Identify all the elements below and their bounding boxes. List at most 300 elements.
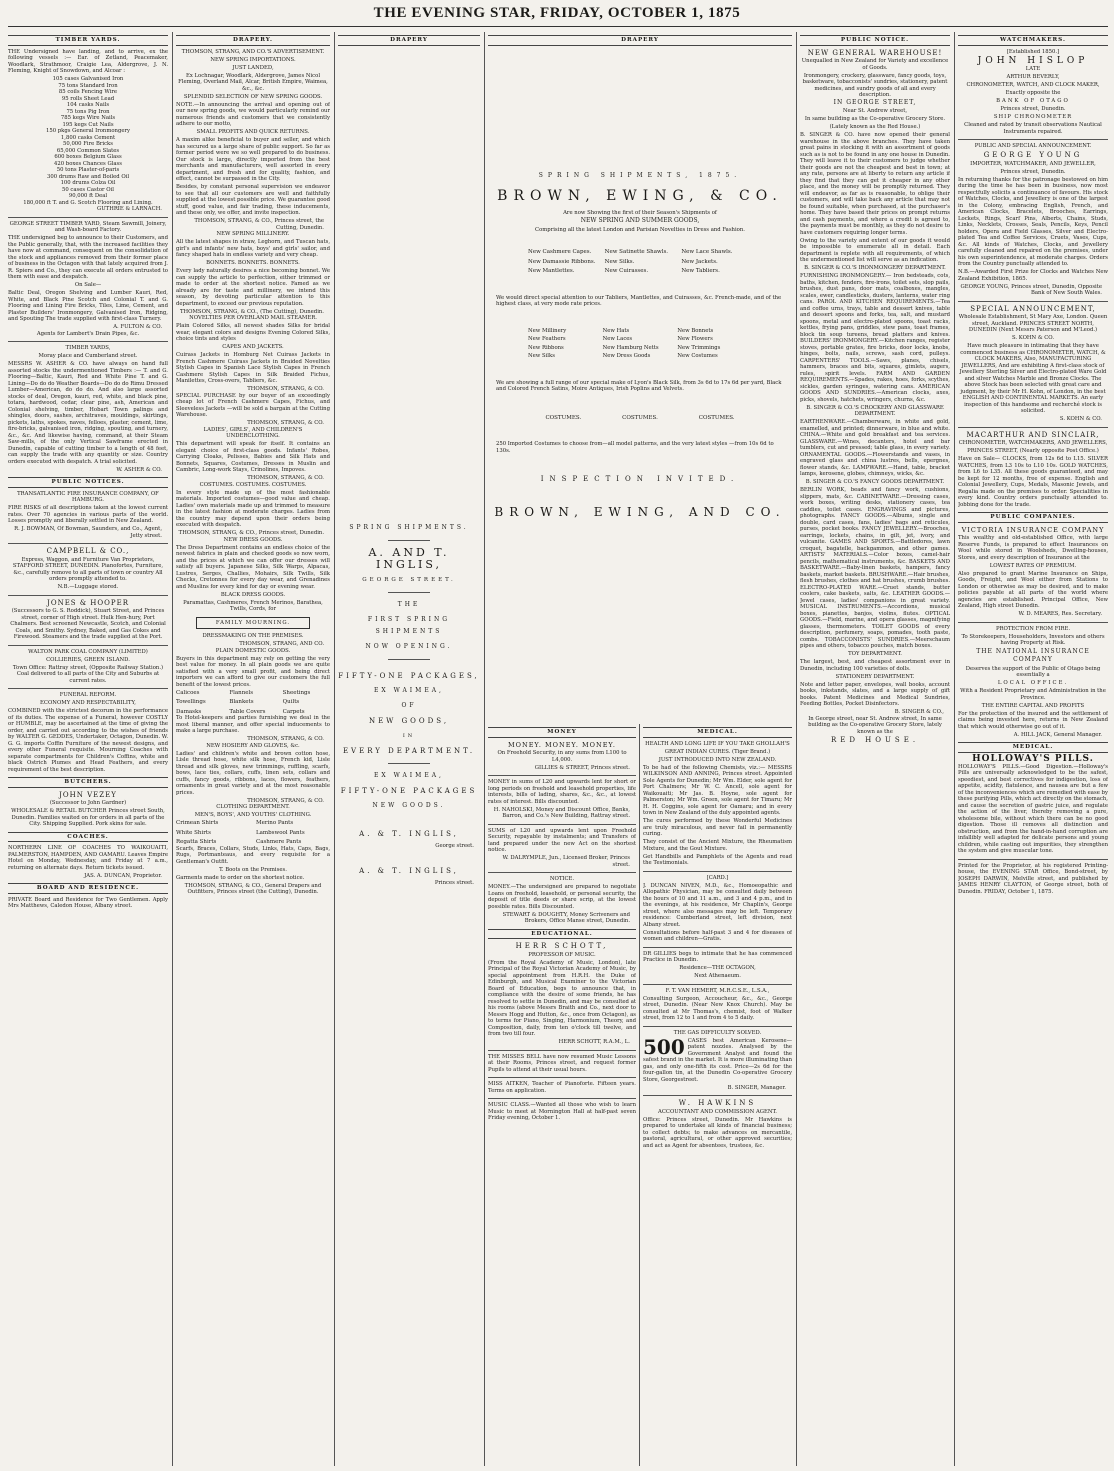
ad-text: MUSIC CLASS.—Wanted all those who wish to learn Music to meet at Mornington Hall at half-past seven Friday evening, October 1. xyxy=(488,1102,636,1121)
divider xyxy=(8,217,168,218)
ad-subheading: NEW SPRING IMPORTATIONS. xyxy=(210,56,296,63)
divider xyxy=(643,1026,792,1027)
ad-george-young xyxy=(958,143,1108,297)
ad-text: MESSRS W. ASHER & CO. have always on hand full assorted stocks the undermentioned Timbers :— T. and G. Flooring—Baltic, Kauri, Red and White Pine T. and G. Lining—Do do do Weather Boards—Do do do Rimu Dressed Lumber—American, do do do. And also large assorted stocks of deal, Oregon, kauri, red, white, and black pine, totara, hardwood, cedar, clear pine, ash, American and Colonial shelving, timber, Hobart Town palings and shingles, doors, sashes, architraves, mouldings, skirtings, pickets, laths, spokes, naves, felloes, plaster, cement, lime, fire-bricks, galvanised iron, ridging, spouting, and turnery, &c., &c. And likewise having, command, at their Steam Saw-mills, of the only Vertical Sawframe erected in Dunedin, capable of cutting timber to a length of 48 feet, can supply the trade with any quantity or size. Country orders executed with despatch. A trial solicited. xyxy=(8,361,168,465)
ad-hawkins xyxy=(643,1099,792,1149)
ad-holloway xyxy=(958,753,1108,855)
ad-subheading: NEW SPRING MILLINERY. xyxy=(216,231,290,237)
signature: George street. xyxy=(435,842,474,849)
ad-transatlantic xyxy=(8,491,168,540)
list-item: New Dress Goods xyxy=(602,353,651,359)
divider xyxy=(8,341,168,342)
divider xyxy=(958,139,1108,140)
stock-item: 85 coils Fencing Wire xyxy=(58,89,118,95)
ad-text: Plain Colored Silks, all newest shades Silks for bridal wear, elegant colors and designs Evening Colored Silks, choice tints and styles xyxy=(176,323,330,342)
ad-text: FIFTY-ONE PACKAGES, xyxy=(338,671,480,680)
ad-subheading: LADIES', GIRLS', AND CHILDREN'S UNDERCLOTHING. xyxy=(203,426,303,439)
stock-item: 90,000 ft Deal xyxy=(68,193,108,199)
list-item: Cashmere Pants xyxy=(256,839,302,845)
spacer xyxy=(488,360,792,380)
section-drapery: DRAPERY xyxy=(488,35,792,46)
divider xyxy=(8,543,168,544)
divider xyxy=(643,947,792,948)
ad-text: Owing to the variety and extent of our goods it would be impossible to enumerate all in detail. Each department is replete with all requirements, of which the undermentioned list will serve as an indication. xyxy=(800,237,950,263)
ad-subheading: JUST LANDED, xyxy=(232,64,274,71)
ad-text: IN xyxy=(402,732,416,739)
divider xyxy=(643,1095,792,1096)
divider xyxy=(388,592,430,593)
list-item: New Hamburg Netts xyxy=(602,344,659,351)
signature: STEWART & DOUGHTY, Money Scriveners and Brokers, Office Manse street, Dunedin. xyxy=(502,911,630,924)
ad-subheading: B. SINGER & CO.'S CROCKERY AND GLASSWARE DEPARTMENT. xyxy=(806,404,944,417)
list-item: New Costumes xyxy=(677,353,718,359)
signature: THOMSON, STRANG, & CO. xyxy=(247,386,324,392)
ad-text: Next Athenaeum. xyxy=(694,973,741,979)
ad-subheading: JUST INTRODUCED INTO NEW ZEALAND. xyxy=(658,756,777,763)
ad-misses-bell xyxy=(488,1054,636,1074)
ad-text: PRIVATE Board and Residence for Two Gentlemen. Apply Mrs Matthews, Caledon House, Albany street. xyxy=(8,896,168,909)
ad-heading: FUNERAL REFORM. xyxy=(59,692,117,698)
ad-subheading: IN GEORGE STREET, xyxy=(833,99,917,106)
on-sale-label: On Sale— xyxy=(74,282,102,288)
ad-text: This wealthy and old-established Office, with large Reserve Funds, is prepared to effect Insurances on Wool while stored in Woolsheds, Dwelling-houses, Stores, and every description of Insurance at the xyxy=(958,535,1108,561)
ad-subheading: SMALL PROFITS AND QUICK RETURNS. xyxy=(196,129,310,135)
signature: GUTHRIE & LARNACH. xyxy=(96,206,162,212)
column-public-notice xyxy=(800,32,950,1466)
stock-item: 75 tons Standard Iron xyxy=(58,82,118,89)
spacer xyxy=(488,393,792,415)
ad-heading: GREAT INDIAN CURES. (Tiger Brand.) xyxy=(664,748,771,755)
divider xyxy=(488,775,636,776)
ad-text: On Freehold Security, in any sums from L100 to L4,000. xyxy=(497,750,627,763)
ad-subheading: (Successor to John Gardner) xyxy=(49,800,127,806)
ad-heading: THOMSON, STRANG, & CO., General Drapers and Outfitters, Princes street (the Cutting), Dunedin. xyxy=(184,882,322,895)
spring-shipments: SPRING SHIPMENTS. xyxy=(349,523,469,531)
ad-text: LATE xyxy=(1025,66,1041,72)
ad-text: FIFTY-ONE PACKAGES xyxy=(340,786,478,795)
novelty-grid xyxy=(488,249,792,275)
stock-item: 50,000 Fire Bricks xyxy=(63,141,113,147)
ad-text: In returning thanks for the patronage bestowed on him during the time he has been in business, now most respectfully solicits a continuance of favours. His stock of Watches, Clocks, and Jewellery is one of the largest in the Colony, embracing English, French, and American Clocks, Bracelets, Brooches, Earrings, Lockets, Rings, Scarf Pins, Alberts, Chains, Studs, Links, Necklets, Crosses, Seals, Pencils, Keys, Pencil holders, Opera and Field Glasses, Silver and Electro-plated Tea and Coffee Services, Cruets, Vases, Cups, &c. All kinds of Watches, Clocks, and Jewellery carefully cleaned and repaired on the premises, under his own superintendence, at moderate charges. Orders from the Country punctually attended to. xyxy=(958,176,1108,267)
stock-item: 104 casks Nails xyxy=(66,102,110,108)
list-item: White Shirts xyxy=(176,829,211,836)
signature: THOMSON, STRANG, & CO. xyxy=(247,475,324,481)
signature: GILLIES & STREET, Princes street. xyxy=(534,764,630,771)
ad-text: Consultations before half-past 3 and 4 for diseases of women and children—Gratis. xyxy=(643,929,792,942)
ad-subheading: CHRONOMETER, WATCH, AND CLOCK MAKER, xyxy=(966,82,1100,88)
ad-text: This department will speak for itself. It contains an elegant choice of first-class goods. Infants' Robes, Carrying Cloaks, Pelisses, Babies and Silk Hats and Bonnets, Squares, Costumes, Dresses in Muslin and Cambric, Long-work Stays, Crinolines, Impoves. xyxy=(176,441,330,473)
ad-naholski xyxy=(488,779,636,820)
ad-herr-schott xyxy=(488,942,636,1046)
masthead-rule xyxy=(8,26,1108,27)
ad-text: Office: Princes street, Dunedin. Mr Hawkins is prepared to undertake all kinds of financial business; to collect debts; to make advances on mercantile, pastoral, agricultural, or other approved securities; and act as Agent for absentees, trustees, &c. xyxy=(643,1116,792,1149)
spacer xyxy=(488,49,792,167)
ad-jones-hooper xyxy=(8,599,168,641)
divider xyxy=(388,763,430,764)
stock-item: 150 pkgs General Ironmongery xyxy=(45,128,131,134)
divider xyxy=(388,540,430,541)
plain-goods-list xyxy=(176,690,330,716)
divider xyxy=(488,1077,636,1078)
signature: GEORGE YOUNG, Princes street, Dunedin, Opposite Bank of New South Wales. xyxy=(960,283,1102,296)
ad-subheading: ACCOUNTANT AND COMMISSION AGENT. xyxy=(658,1108,777,1115)
ad-subheading: ARTHUR BEVERLY, xyxy=(1006,74,1060,80)
section-timber-yards: TIMBER YARDS. xyxy=(8,35,168,46)
ad-text: With a Resident Proprietary and Administration in the Province. xyxy=(960,688,1106,701)
stock-item: 95 rolls Sheet Lead xyxy=(61,95,115,102)
ad-subheading: NEW DRESS GOODS. xyxy=(223,536,283,543)
ad-text: WHOLESALE & RETAIL BUTCHER Princes street South, Dunedin. Families waited on for orders in all parts of the City. Shipping Supplied. Pork skins for sale. xyxy=(11,808,165,827)
section-drapery: DRAPERY. xyxy=(176,35,330,46)
list-item: Calicoes xyxy=(176,689,200,696)
list-item: Blankets xyxy=(229,699,254,705)
ad-music-class xyxy=(488,1102,636,1122)
ad-campbell xyxy=(8,547,168,591)
new-items-grid xyxy=(488,328,792,360)
list-item: Flannels xyxy=(229,689,254,696)
ad-text: B. SINGER & CO. have now opened their general warehouse in the above branches. They have taken great pains in stocking it with an assortment of goods such as is not to be found in any one house in Dunedin. They will leave it to their customers to judge whether their goods are not the cheapest and best in town; at any rate, persons are at liberty to return any article if they find that they can get it cheaper in any other place, and the money will be promptly returned. They will endeavor, as far as is reasonable, to oblige their customers, and will take back any article that may not be found suitable, when purchased, at the purchaser's home. They have based their prices on prompt returns and cash payments, and where a credit is agreed to, the payments must be monthly, as they do not desire to have customers requiring longer terms. xyxy=(800,132,950,236)
signature: HERR SCHOTT, R.A.M., L. xyxy=(558,1039,630,1045)
ad-heading: WALTON PARK COAL COMPANY (LIMITED) xyxy=(28,648,148,655)
ad-text: N.B.—Awarded First Prize for Clocks and Watches New Zealand Exhibition, 1865. xyxy=(958,269,1108,282)
ad-undersigned-text: THE Undersigned have landing, and to arrive, ex the following vessels :— Ear. of Zetland, Peacemaker, Woodlark, Strathmoor, Craigie Lea, Aldergrove, J. N. Fleming, Knight of Snowdown, and Alcoar : xyxy=(8,48,168,74)
list-item: Damasks xyxy=(176,708,202,715)
signature: THOMSON, STRANG, & CO. xyxy=(247,420,324,426)
ad-text: SPECIAL PURCHASE by our buyer of an exceedingly cheap lot of French Cashmere Capes, Fichus, and Sleeveless Jackets —will be sold a bargain at the Cutting Warehouse. xyxy=(176,392,330,418)
ad-text: THE undersigned beg to announce to their Customers, and the Public generally, that, with the increased facilities they have now at command, consequent on the consolidation of the stock and appliances removed from their former place of business in the Octagon with that lately acquired from J. R. Spiers and Co., they can execute all orders entrusted to them with ease and despatch. xyxy=(8,235,168,280)
column-watchmakers xyxy=(958,32,1108,1466)
brown-ewing-name: BROWN, EWING, & CO. xyxy=(497,187,783,204)
section-drapery: DRAPERY xyxy=(338,35,480,46)
ad-text: Buyers in this department may rely on getting the very best value for money. In all plain goods we are quite satisfied with a very small profit, and being direct importers we can afford to give our customers the full benefit of the lowest prices. xyxy=(176,655,330,688)
ad-heading: CAMPBELL & CO., xyxy=(46,547,130,555)
column-rule xyxy=(639,724,640,1466)
divider xyxy=(8,595,168,596)
ad-text: A maxim alike beneficial to buyer and seller, and which has secured us a large share of public support. So far as former period were we so well prepared to do business. Our stock is large, directly imported from the best merchants and manufacturers, well assorted in every department, and fresh and for quality, fashion, and effect, cannot be surpassed in the City. xyxy=(176,137,330,182)
ad-miss-aitken xyxy=(488,1081,636,1094)
ad-thomson-strang xyxy=(176,49,330,896)
divider xyxy=(8,645,168,646)
spacer xyxy=(488,235,792,249)
ad-text: The Dress Department contains an endless choice of the newest fabrics in plain and checked goods so now worn, and the prices at which we can offer our dresses will satisfy all buyers. Japanese Silks, Silk Warps, Alpacas, Lustres, Serges, Challies, Mohairs, Silk Twills, Silk Checks, Cretonnes for every day wear, and Grenadines and Muslins for every kind for day or evening wear. xyxy=(176,544,330,590)
ad-heading: F. T. VAN HEMERT, M.R.C.S.E., L.S.A., xyxy=(665,987,770,994)
ad-subheading: THE ENTIRE CAPITAL AND PROFITS xyxy=(981,702,1085,709)
ad-text: Princes street, Dunedin. xyxy=(1000,106,1066,112)
stock-item: 300 drums Raw and Boiled Oil xyxy=(46,173,130,180)
ad-heading: MACARTHUR AND SINCLAIR, xyxy=(966,430,1100,439)
signature: H. NAHOLSKI, Money and Discount Office, Banks, Barron, and Co.'s New Building, Rattray street. xyxy=(493,806,630,819)
ad-dalrymple xyxy=(488,828,636,869)
ad-national xyxy=(958,626,1108,739)
ad-heading: JOHN VEZEY xyxy=(59,790,117,799)
ad-text: (Lately known as the Red House.) xyxy=(829,124,921,130)
ad-text: MONEY in sums of L20 and upwards lent for short or long periods on freehold and leasehold properties, life interests, bills of lading, shares, &c., &c., at lowest rates of interest. Bills discounted. xyxy=(488,779,636,805)
ad-van-hemert xyxy=(643,988,792,1022)
stock-list xyxy=(8,76,168,206)
signature: A. HILL JACK, General Manager. xyxy=(1013,731,1102,738)
list-item: New Tabliers. xyxy=(681,268,720,274)
list-item: COSTUMES. xyxy=(698,414,735,421)
ad-subheading: LOCAL OFFICE. xyxy=(997,680,1069,686)
masthead-title: THE EVENING STAR, FRIDAY, OCTOBER 1, 1875 xyxy=(373,5,741,21)
ad-hislop xyxy=(958,49,1108,136)
ad-text: For the protection of the insured and the settlement of claims being invested here, returns in New Zealand that which would otherwise go out of it. xyxy=(958,710,1108,730)
ad-subheading: STATIONERY DEPARTMENT. xyxy=(835,673,915,680)
ad-subheading: B. SINGER & CO.'S FANCY GOODS DEPARTMENT. xyxy=(805,479,945,485)
list-item: Carpets xyxy=(282,708,305,715)
ad-subheading: NOVELTIES PER OVERLAND MAIL STEAMER. xyxy=(189,315,317,321)
ad-subheading: B. SINGER & CO.'S IRONMONGERY DEPARTMENT. xyxy=(804,265,946,271)
divider xyxy=(488,872,636,873)
list-item: Merino Pants xyxy=(256,820,294,826)
stock-item: 50 cases Castor Oil xyxy=(62,186,114,193)
ad-text: To Storekeepers, Householders, Investors and others having Property at Risk. xyxy=(961,633,1105,646)
list-item: New Damassie Ribbons. xyxy=(528,258,596,265)
ad-macarthur xyxy=(958,431,1108,509)
ad-text: EX WAIMEA, xyxy=(374,686,444,694)
ad-subheading: Moray place and Cumberland street. xyxy=(38,353,138,359)
list-item: Quilts xyxy=(282,699,300,705)
imprint-text: Printed for the Proprietor, at his registered Printing-house, the EVENING STAR Office, Bond-street, by JOSEPH DARWIN, Melville street, and published by JAMES HENRY CLAYTON, of George street, both of Dunedin. FRIDAY, October 1, 1875. xyxy=(958,862,1108,895)
red-house: RED HOUSE. xyxy=(830,735,920,744)
family-mourning-box: FAMILY MOURNING. xyxy=(196,617,310,630)
signature: THOMSON, STRANG, & CO., Princes street, the Cutting, Dunedin. xyxy=(194,218,324,231)
ad-text: COMBINED with the strictest decorum in the performance of its duties. The expense of a Funeral, however COSTLY or HUMBLE, may be ascertained at the time of giving the order, and carried out according to the wishes of friends by WALTER G. GEDDES, Undertaker, Octagon, Dunedin. W. G. G. imports Coffin Furniture of the newest designs, and every other Funeral requisite. Mourning Coaches with separate compartments for Children's Coffins, white and black Ostrich Plumes and Head Feathers, and every requirement of the best description. xyxy=(8,708,168,773)
section-medical: MEDICAL. xyxy=(643,727,792,738)
ad-heading: HOLLOWAY'S PILLS. xyxy=(972,753,1094,764)
ad-victoria xyxy=(958,526,1108,618)
ad-text: Have much pleasure in intimating that they have commenced business as CHRONOMETER, WATCH, & CLOCK MAKERS, Also, MANUFACTURING JEWELLERS, And are exhibiting A first-class stock of Jewellery Sterling Silver and Electro-plated Ware Gold and silver Watches Marble and Bronze Clocks. The above Stock has been selected with great care and judgment, by their Mr H. Kohn, of London, in the best ENGLISH AND CONTINENTAL MARKETS. An early inspection of this handsome and recherché stock is solicited. xyxy=(959,343,1107,414)
ad-text: NORTHERN LINE OF COACHES TO WAIKOUAITI, PALMERSTON, HAMPDEN, AND OAMARU. Leaves Empire Hotel on Monday, Wednesday, and Friday at 7 a.m., returning on alternate days. Return tickets issued. xyxy=(8,845,168,871)
ad-text: Town Office: Rattray street, (Opposite Railway Station.) Coal delivered to all parts of the City and Suburbs at current rates. xyxy=(12,664,164,684)
ad-text: (Successors to G. S. Roddick), Stuart Street, and Princes street, corner of High street. Hulk Hen-hury, Port Chalmers. Best screened Newcastle, Scotch, and Colonial Coals, and Smithy. Sydney, Baked, and Gas Cokes and Firewood. Steamers and the trade supplied at the Port. xyxy=(10,608,166,640)
list-item: New Silks. xyxy=(604,258,635,265)
ad-text: Comprising all the latest London and Parisian Novelties in Dress and Fashion. xyxy=(535,226,745,233)
signature: A. FULTON & CO. xyxy=(113,324,162,330)
signature: S. KOHN & CO. xyxy=(1059,416,1102,422)
list-item: New Ribbons xyxy=(528,344,564,351)
ad-text: [Established 1850.] xyxy=(1006,48,1060,55)
ad-text: Consulting Surgeon, Accoucheur, &c., &c., George street, Dunedin. (Near New Knox Church). May be consulted at Mr Thomas's, chemist, foot of Walker street, from 12 to 1 and from 4 to 5 daily. xyxy=(643,995,792,1021)
mens-list xyxy=(176,820,330,846)
ad-text: Residence—THE OCTAGON, xyxy=(679,965,756,971)
list-item: Sheetings xyxy=(282,689,311,696)
ad-text: Scarfs, Braces, Collars, Studs, Links, Hats, Caps, Bags, Rugs, Portmanteaus, and every requisite for a Gentleman's Outfit. xyxy=(176,845,330,865)
ad-heading: THOMSON, STRANG, AND CO.'S ADVERTISEMENT. xyxy=(181,48,325,55)
ad-subheading: SPRING SHIPMENTS, 1875. xyxy=(538,171,742,179)
inspection-invited: INSPECTION INVITED. xyxy=(540,475,740,483)
ad-text: EARTHENWARE.—Chamberware, in white and gold, enamelled, and printed; dinnerware, in blue and white. CHINA.—White and gold breakfast and tea services. GLASSWARE.—Wines, decanters, hotel and bar tumblers, cut and pressed; table glass, in every variety. ORNAMENTAL GOODS.—Flowerstands and vases, in engraved glass and china lustres, bells, epergnes, flower stands, &c. LAMPWARE.—Hand, table, bracket lamps, kerosene, globes, chimneys, wicks, &c. xyxy=(800,419,950,477)
stock-item: 50 tons Plaster-of-paris xyxy=(56,167,120,173)
ad-text: Cleaned and rated by transit observations Nautical Instruments repaired. xyxy=(964,122,1102,135)
ad-text: We would direct special attention to our Tabliers, Mantlettes, and Cuirasses, &c. French-made, and of the highest class, at very mode rate prices. xyxy=(496,294,782,307)
section-public-notice: PUBLIC NOTICE. xyxy=(800,35,950,46)
ad-heading: JOHN HISLOP xyxy=(977,55,1089,66)
list-item: New Mantlettes. xyxy=(528,268,575,274)
section-medical: MEDICAL. xyxy=(958,742,1108,753)
list-item: Lambswool Pants xyxy=(256,829,305,836)
ad-subheading: PLAIN DOMESTIC GOODS. xyxy=(215,647,291,654)
ad-text: Note and letter paper, envelopes, wall books, account books, inkstands, slates, and a large supply of gift books. Patent Medicines and Medical Sundries, Feeding Bottles, Pocket Disinfectors. xyxy=(800,681,950,707)
signature: R. J. BOWMAN, Of Bowman, Saunders, and Co., Agent, Jetty street. xyxy=(14,526,162,539)
inglis-name: A. AND T. INGLIS, xyxy=(368,545,450,571)
ad-text: Wholesale Establishment, St Mary Axe, London. Queen street, Auckland. PRINCES STREET NORTH, DUNEDIN (Next Messrs Paterson and M'Leod.) xyxy=(958,314,1108,333)
ad-text: THE MISSES BELL have now resumed Music Lessons at their Rooms, Princes street, and request former Pupils to attend at their usual hours. xyxy=(488,1053,636,1073)
ad-heading: PROTECTION FROM FIRE. xyxy=(995,625,1071,632)
ad-text: EVERY DEPARTMENT. xyxy=(342,746,476,755)
spacer xyxy=(338,49,480,519)
divider xyxy=(643,871,792,872)
divider xyxy=(958,427,1108,428)
list-item: New Feathers xyxy=(528,336,566,342)
ad-text: BERLIN WORK, beads and fancy work, cushions, slippers, mats, &c. CABINETWARE.—Dressing cases, work boxes, writing desks, stationery cases, tea caddies, toilet cases. ENGRAVINGS and pictures, photographs. FANCY GOODS.—Albums, single and double, card cases, fans, ladies' bags and reticules, purses, pocket books. FANCY JEWELLERY.—Brooches, earrings, lockets, chains, in gilt, jet, ivory, and vulcanite. GAMES AND SPORTS.—Battledores, lawn croquet, bagatelle, backgammon, and other games. ARTISTS' MATERIALS.—Color boxes, camel-hair pencils, mathematical instruments, &c. BASKETS AND BASKETWARE.—Baby-linen baskets, hampers, fancy baskets, market baskets. BRUSHWARE.—Hair brushes, flesh brushes, clothes and hat brushes, crumb brushes. ELECTRO-PLATED WARE.—Cruet stands, butter coolers, cake baskets, salts, &c. LEATHER GOODS.—Jewel cases, ladies' companions in great variety. MUSICAL INSTRUMENTS.—Accordions, musical boxes, pianettes, banjos, violins, flutes. OPTICAL GOODS.—Field, marine, and opera glasses, magnifying glasses, thermometers. TOILET GOODS of every description, perfumery, soaps, pomades, tooth paste, combs. TOBACCONISTS' SUNDRIES.—Meerschaum pipes and others, tobacco pouches, match boxes. xyxy=(800,487,950,649)
spacer xyxy=(488,454,792,470)
signature: THOMSON, STRANG, & CO. xyxy=(247,736,324,742)
section-public-companies: PUBLIC COMPANIES. xyxy=(958,512,1108,523)
ad-text: In same building as the Co-operative Grocery Store. xyxy=(804,116,946,122)
ad-text: In every style made up of the most fashionable materials. Imported costumes—good value and cheap. Ladies' own materials made up and trimmed to measure in the latest fashion at moderate charges. Ladies from the country may depend upon their orders being executed with despatch. xyxy=(176,489,330,528)
column-rule xyxy=(172,32,173,1466)
ad-text: T. Boots on the Premises. xyxy=(219,866,287,873)
ad-coaches xyxy=(8,845,168,879)
ad-subheading: S. KOHN & CO. xyxy=(1011,335,1055,341)
ad-text: Ironmongery, crockery, glassware, fancy goods, toys, basketware, tobacconists' sundries, stationery, patent medicines, and sundry goods of all and every description. xyxy=(802,72,948,98)
ad-subheading: LOWEST RATES OF PREMIUM. xyxy=(989,562,1077,569)
list-item: New Laces xyxy=(602,336,633,342)
column-rule xyxy=(796,32,797,1466)
ad-subheading: SPLENDID SELECTION OF NEW SPRING GOODS. xyxy=(183,93,323,100)
ad-heading: HERR SCHOTT, xyxy=(515,942,609,950)
ad-subheading: ECONOMY AND RESPECTABILITY, xyxy=(40,700,136,706)
ad-text: Princes street, Dunedin. xyxy=(1000,168,1066,175)
ad-text: SUMS of L20 and upwards lent upon Freehold Security, repayable by instalments; and Transfers of land prepared under the new Act on the shortest notice. xyxy=(488,827,636,853)
ad-subheading: BANK OF OTAGO xyxy=(996,98,1070,104)
stock-item: 180,000 ft T. and G. Scotch Flooring and Lining. xyxy=(23,199,153,206)
ad-board xyxy=(8,897,168,910)
ad-text: (From the Royal Academy of Music, London), late Principal of the Royal Victorian Academy of Music, by special appointment from H.R.H. the Duke of Edinburgh, and Musical Examiner to the Victorian Board of Education, begs to announce that, in compliance with the desire of some friends, he has resolved to settle in Dunedin, and may be consulted at his rooms (above Messrs Braith and Co., next door to Messrs Hogg and Hutton, &c., once from Octagon), as to terms for Piano, Singing, Harmonium, Theory, and Composition, daily, from ten o'clock till twelve, and from two till four. xyxy=(488,959,636,1037)
ad-text: The largest, best, and cheapest assortment ever in Dunedin, including 100 varieties of dolls. xyxy=(800,659,950,672)
ad-subheading: SHIP CHRONOMETER xyxy=(993,114,1073,120)
list-item: New Silks xyxy=(528,353,555,359)
ad-text: In George street, near St. Andrew street, In same building as the Co-operative Grocery Store, lately known as the xyxy=(808,715,942,735)
ad-subheading: COSTUMES. COSTUMES. COSTUMES. xyxy=(199,481,307,488)
stock-item: 75 tons Pig Iron xyxy=(66,108,110,115)
signature: W. DALRYMPLE, Jun., Licensed Broker, Princes street. xyxy=(502,855,630,868)
ad-heading: GEORGE YOUNG xyxy=(983,151,1083,159)
signature: THOMSON, STRANG, & CO., Princes street, Dunedin. xyxy=(178,530,324,536)
spacer xyxy=(488,488,792,498)
signature: THOMSON, STRANG, & CO. xyxy=(247,797,324,804)
costumes-row xyxy=(488,415,792,422)
divider xyxy=(488,1050,636,1051)
signature: A. & T. INGLIS, xyxy=(359,867,459,875)
ad-text: NEW SPRING AND SUMMER GOODS, xyxy=(580,217,700,224)
ad-subheading: PROFESSOR OF MUSIC. xyxy=(528,951,596,958)
stock-item: 65,000 Common Slates xyxy=(56,147,120,154)
divider xyxy=(643,984,792,985)
section-coaches: COACHES. xyxy=(8,832,168,843)
divider xyxy=(8,688,168,689)
ad-text: CASES best American Kerosene—patent nozzles. Analysed by the Government Analyst and found the safest brand in the market. It is more illuminating than gas, and only one-fifth its cost. Price—2s 6d for the four-gallon tin, at the Dunedin Co-operative Grocery Store, Georgestreet. xyxy=(643,1037,792,1083)
ad-text: Baltic Deal, Oregon Shelving and Lumber Kauri, Red, White, and Black Pine Scotch and Colonial T. and G. Flooring and Lining Fire Bricks, Tiles, Lime, Cement, and Plaster Builders' Ironmongery, Galvanised Iron, Ridging, and Spouting The trade supplied with first-class Turnery. xyxy=(8,290,168,322)
ad-text: FURNISHING IRONMONGERY.— Iron bedsteads, cots, baths, kitchen, fenders, fire-irons, toilet sets, slop pails, brushes, dust pans, door mats, coalboxes, mangles, scales, ewer, candlesticks, dusters, lanterns, water ring cans. PAROL AND KITCHEN REQUIREMENTS.—Tea and coffee urns, trays, table and dessert knives, table and dessert spoons and forks, tea, salt, and mustard spoons, metal and electro-plated spoons, toast racks, kettles, frying pans, griddles, stew pans, toast frames, block tin soup tureens, bread platters and knives. BUILDERS' IRONMONGERY.—Kitchen ranges, register stoves, portable grates, fire bricks, door locks, knobs, hinges, bolts, nails, screws, sash cord, pulleys. CARPENTERS' TOOLS.—Saws, planes, chisels, hammers, braces and bits, squares, gimlets, augers, rules, spirit levels. FARM AND GARDEN REQUIREMENTS.—Spades, rakes, hoes, forks, scythes, sickles, garden syringes, watering cans. AMERICAN GOODS AND SUNDRIES.—American clocks, axes, picks, shovels, hatchets, wringers, churns, &c. xyxy=(800,273,950,403)
ad-subheading: MEN'S, BOYS', AND YOUTHS' CLOTHING. xyxy=(194,812,312,818)
ad-duncan-niven xyxy=(643,875,792,943)
stock-item: 105 cases Galvanised Iron xyxy=(52,76,124,82)
signature: Princes street. xyxy=(434,880,474,886)
signature: THOMSON, STRANG, AND CO. xyxy=(239,641,324,647)
ad-undersigned xyxy=(8,49,168,213)
ad-text: N.B.—Luggage stored. xyxy=(57,584,119,590)
signature: W. D. MEARES, Res. Secretary. xyxy=(1018,611,1102,617)
ad-heading: HEALTH AND LONG LIFE IF YOU TAKE GHOLLAH'S xyxy=(645,740,790,747)
signature: BROWN, EWING, AND CO. xyxy=(494,505,786,519)
list-item: New Cashmere Capes. xyxy=(528,249,592,255)
list-item: New Satinette Shawls. xyxy=(604,249,669,255)
ad-funeral xyxy=(8,692,168,773)
ad-heading: TIMBER YARDS, xyxy=(65,345,111,351)
column-drapery-thomson xyxy=(176,32,330,1466)
ad-heading: GEORGE STREET TIMBER YARD, Steam Sawmill, Joinery, and Wash-board Factory. xyxy=(9,220,167,233)
divider xyxy=(388,659,430,660)
divider xyxy=(958,301,1108,302)
column-medical xyxy=(643,724,792,1466)
list-item: Regatta Shirts xyxy=(176,839,217,845)
ad-text: Exactly opposite the xyxy=(1005,90,1061,96)
divider xyxy=(958,622,1108,623)
ad-dr-gillies xyxy=(643,951,792,980)
ad-heading: JONES & HOOPER xyxy=(47,598,129,607)
ad-heading: MONEY. MONEY. MONEY. xyxy=(508,740,616,749)
section-butchers: BUTCHERS. xyxy=(8,777,168,788)
spacer xyxy=(488,308,792,328)
ad-heading: THE NATIONAL INSURANCE COMPANY xyxy=(976,648,1090,663)
ad-subheading: CHRONOMETER, WATCHMAKERS, AND JEWELLERS, xyxy=(958,440,1108,446)
ad-george-street xyxy=(8,221,168,338)
signature: B. SINGER, Manager. xyxy=(727,1084,786,1091)
signature: A. & T. INGLIS, xyxy=(359,829,459,838)
ad-subheading: Unequalled in New Zealand for Variety and excellence of Goods. xyxy=(801,58,949,71)
ad-text: They consist of the Ancient Mixture, the Rheumatism Mixture, and the Gout Mixture. xyxy=(643,839,792,852)
stock-item: 420 boxes Chances Glass xyxy=(54,160,122,167)
signature: JAS. A. DUNCAN, Proprietor. xyxy=(84,872,162,879)
ad-text: Besides, by constant personal supervision we endeavor to see that all our customers are well and faithfully supplied at the lowest possible price. We guarantee good stuff, good value, and fair trading, these inducements, and these only, we offer, and invite inspection. xyxy=(176,184,330,216)
list-item: New Millinery xyxy=(528,327,567,334)
ad-text: We are showing a full range of our special make of Lyon's Black Silk, from 3s 6d to 17s 6d per yard, Black and Colored French Satins, Moire Antiques, Irish Poplins and Velvets. xyxy=(496,379,782,392)
ad-text: Are now Showing the first of their Season's Shipments of xyxy=(563,209,717,216)
ad-subheading: CAPES AND JACKETS. xyxy=(222,344,284,350)
ad-subheading: CLOTHING DEPARTMENT. xyxy=(216,804,290,810)
ad-heading: TRANSATLANTIC FIRE INSURANCE COMPANY, OF HAMBURG. xyxy=(17,490,159,503)
section-board: BOARD AND RESIDENCE. xyxy=(8,883,168,894)
ad-heading: [CARD.] xyxy=(706,874,729,881)
divider xyxy=(488,824,636,825)
ad-text: Paramattas, Cashmeres, French Merinos, Barathea, Twills, Cords, for xyxy=(183,599,323,612)
ad-stewart-doughty xyxy=(488,876,636,925)
section-money: MONEY xyxy=(488,727,636,738)
divider xyxy=(488,1098,636,1099)
ad-subheading: GEORGE STREET. xyxy=(362,576,456,583)
list-item: Towellings xyxy=(176,699,206,705)
ad-heading: VICTORIA INSURANCE COMPANY xyxy=(961,525,1105,534)
list-item: New Hats xyxy=(602,327,630,334)
list-item: Crimean Shirts xyxy=(176,820,219,826)
ad-text: THE xyxy=(397,600,421,608)
list-item: New Jackets. xyxy=(681,258,718,265)
list-item: New Lace Shawls. xyxy=(681,249,733,255)
ad-text: DR GILLIES begs to intimate that he has commenced Practice in Dunedin. xyxy=(643,950,792,963)
ad-text: Agents for Lambert's Drain Pipes, &c. xyxy=(36,330,140,337)
